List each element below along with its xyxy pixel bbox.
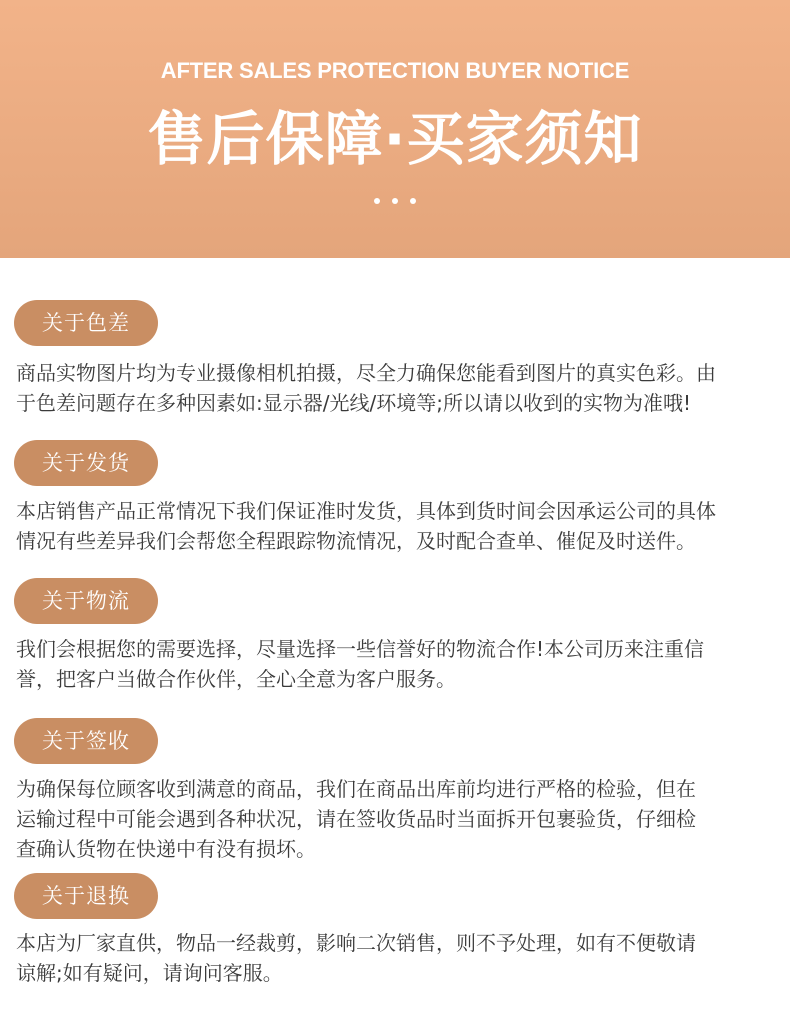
section-body bbox=[16, 928, 776, 988]
banner-subtitle: AFTER SALES PROTECTION BUYER NOTICE bbox=[160, 58, 630, 83]
body-line: 运输过程中可能会遇到各种状况，请在签收货品时当面拆开包裹验货，仔细检 bbox=[16, 807, 696, 831]
body-line: 本店销售产品正常情况下我们保证准时发货，具体到货时间会因承运公司的具体 bbox=[16, 499, 716, 523]
body-line: 为确保每位顾客收到满意的商品，我们在商品出库前均进行严格的检验，但在 bbox=[16, 777, 696, 801]
body-line: 情况有些差异我们会帮您全程跟踪物流情况，及时配合查单、催促及时送件。 bbox=[16, 529, 696, 553]
section-body bbox=[16, 496, 776, 556]
body-line: 查确认货物在快递中有没有损坏。 bbox=[16, 837, 316, 861]
section-heading-pill: 关于发货 bbox=[14, 440, 158, 486]
header-banner bbox=[0, 0, 790, 258]
dot-icon bbox=[374, 198, 380, 204]
section-heading-pill: 关于色差 bbox=[14, 300, 158, 346]
body-line: 本店为厂家直供，物品一经裁剪，影响二次销售，则不予处理，如有不便敬请 bbox=[16, 931, 696, 955]
section-body bbox=[16, 358, 776, 418]
dot-icon bbox=[410, 198, 416, 204]
section-heading-pill: 关于物流 bbox=[14, 578, 158, 624]
body-line: 誉，把客户当做合作伙伴，全心全意为客户服务。 bbox=[16, 667, 456, 691]
section-body bbox=[16, 634, 776, 694]
body-line: 商品实物图片均为专业摄像相机拍摄，尽全力确保您能看到图片的真实色彩。由 bbox=[16, 361, 716, 385]
dots-decoration bbox=[0, 198, 790, 204]
dot-icon bbox=[392, 198, 398, 204]
body-line: 谅解;如有疑问，请询问客服。 bbox=[16, 961, 283, 985]
section-body bbox=[16, 774, 776, 864]
section-heading-pill: 关于签收 bbox=[14, 718, 158, 764]
banner-title: 售后保障·买家须知 bbox=[147, 105, 643, 173]
body-line: 于色差问题存在多种因素如:显示器/光线/环境等;所以请以收到的实物为准哦! bbox=[16, 391, 691, 415]
section-heading-pill: 关于退换 bbox=[14, 873, 158, 919]
body-line: 我们会根据您的需要选择，尽量选择一些信誉好的物流合作!本公司历来注重信 bbox=[16, 637, 705, 661]
